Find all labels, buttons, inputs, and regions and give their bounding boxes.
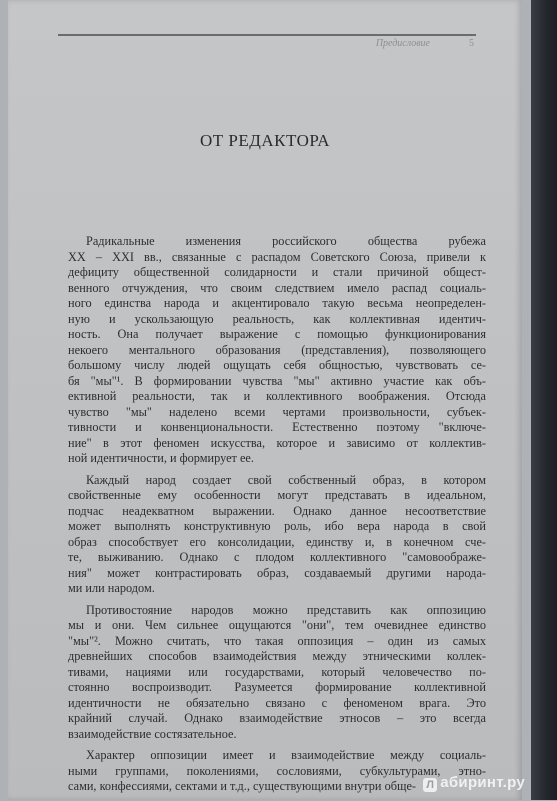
text-line: ния" может контрастировать образ, создаваемый другими народа- (68, 566, 486, 582)
paragraph (68, 234, 486, 467)
text-line: ного единства народа и акцентировало такую весьма неопределен- (68, 296, 486, 312)
text-line: "мы"². Можно считать, что такая оппозиция – один из самых (68, 634, 486, 650)
watermark-text: абиринт.ру (440, 774, 525, 791)
text-line: Характер оппозиции имеет и взаимодействие между социаль- (68, 748, 486, 764)
text-line: дефициту общественной солидарности и стали причиной общест- (68, 265, 486, 281)
book-spine (531, 0, 557, 800)
text-line: свойственные ему особенности могут представать в идеальном, (68, 488, 486, 504)
paragraph (68, 473, 486, 597)
paragraph (68, 603, 486, 743)
text-line: мы и они. Чем сильнее ощущаются "они", тем очевиднее единство (68, 618, 486, 634)
text-line: сами, конфессиями, сектами и т.д., существующими внутри обще- (68, 779, 486, 795)
labirint-logo-icon: Л (423, 778, 437, 792)
text-line: ной идентичности, и формирует ее. (68, 451, 486, 467)
text-line: древнейших способов взаимодействия между этническими коллек- (68, 649, 486, 665)
text-line: бя "мы"¹. В формировании чувства "мы" активно участие как объ- (68, 374, 486, 390)
text-line: Противостояние народов можно представить как оппозицию (68, 603, 486, 619)
text-line: Каждый народ создает свой собственный образ, в котором (68, 473, 486, 489)
text-line: ективной реальности, так и коллективного воображения. Отсюда (68, 389, 486, 405)
text-line: подчас неадекватном выражении. Однако данное несоответствие (68, 504, 486, 520)
text-line: крайний случай. Однако взаимодействие этносов – это всегда (68, 711, 486, 727)
text-line: ми или народом. (68, 581, 486, 597)
text-line: тивами, нациями или государствами, который человечество по- (68, 665, 486, 681)
text-line: стоянно воспроизводит. Разумеется формирование коллективной (68, 680, 486, 696)
text-line: образ способствует его консолидации, единству и, в конечном сче- (68, 535, 486, 551)
running-head-title: Предисловие (376, 38, 430, 49)
text-line: может выполнять конструктивную роль, ибо вера народа в свой (68, 519, 486, 535)
text-line: XX – XXI вв., связанные с распадом Советского Союза, привели к (68, 250, 486, 266)
text-line: идентичности не обязательно связано с феноменом врага. Это (68, 696, 486, 712)
watermark (423, 774, 525, 792)
text-line: венного отчуждения, что своим следствием имело распад социаль- (68, 281, 486, 297)
text-line: взаимодействие состязательное. (68, 727, 486, 743)
text-line: большому числу людей ощущать себя общностью, чувствовать се- (68, 358, 486, 374)
text-line: те, выживанию. Однако с плодом коллективного "самовоображе- (68, 550, 486, 566)
book-page (8, 0, 522, 800)
page-number: 5 (469, 38, 474, 49)
text-line: ние" в этот феномен искусства, которое и зависимо от коллектив- (68, 436, 486, 452)
text-line: Радикальные изменения российского общества рубежа (68, 234, 486, 250)
text-line: ность. Она получает выражение с помощью функционирования (68, 327, 486, 343)
text-line: чувство "мы" наделено всеми чертами произвольности, субъек- (68, 405, 486, 421)
chapter-title: ОТ РЕДАКТОРА (8, 131, 522, 151)
text-line: некоего ментального образования (представления), позволяющего (68, 343, 486, 359)
text-line: ную и ускользающую реальность, как коллективная идентич- (68, 312, 486, 328)
running-head (58, 34, 476, 54)
body-text (68, 234, 486, 801)
text-line: ными группами, поколениями, сословиями, субкультурами, этно- (68, 764, 486, 780)
text-line: тивности и конвенциональности. Естественно поэтому "включе- (68, 420, 486, 436)
